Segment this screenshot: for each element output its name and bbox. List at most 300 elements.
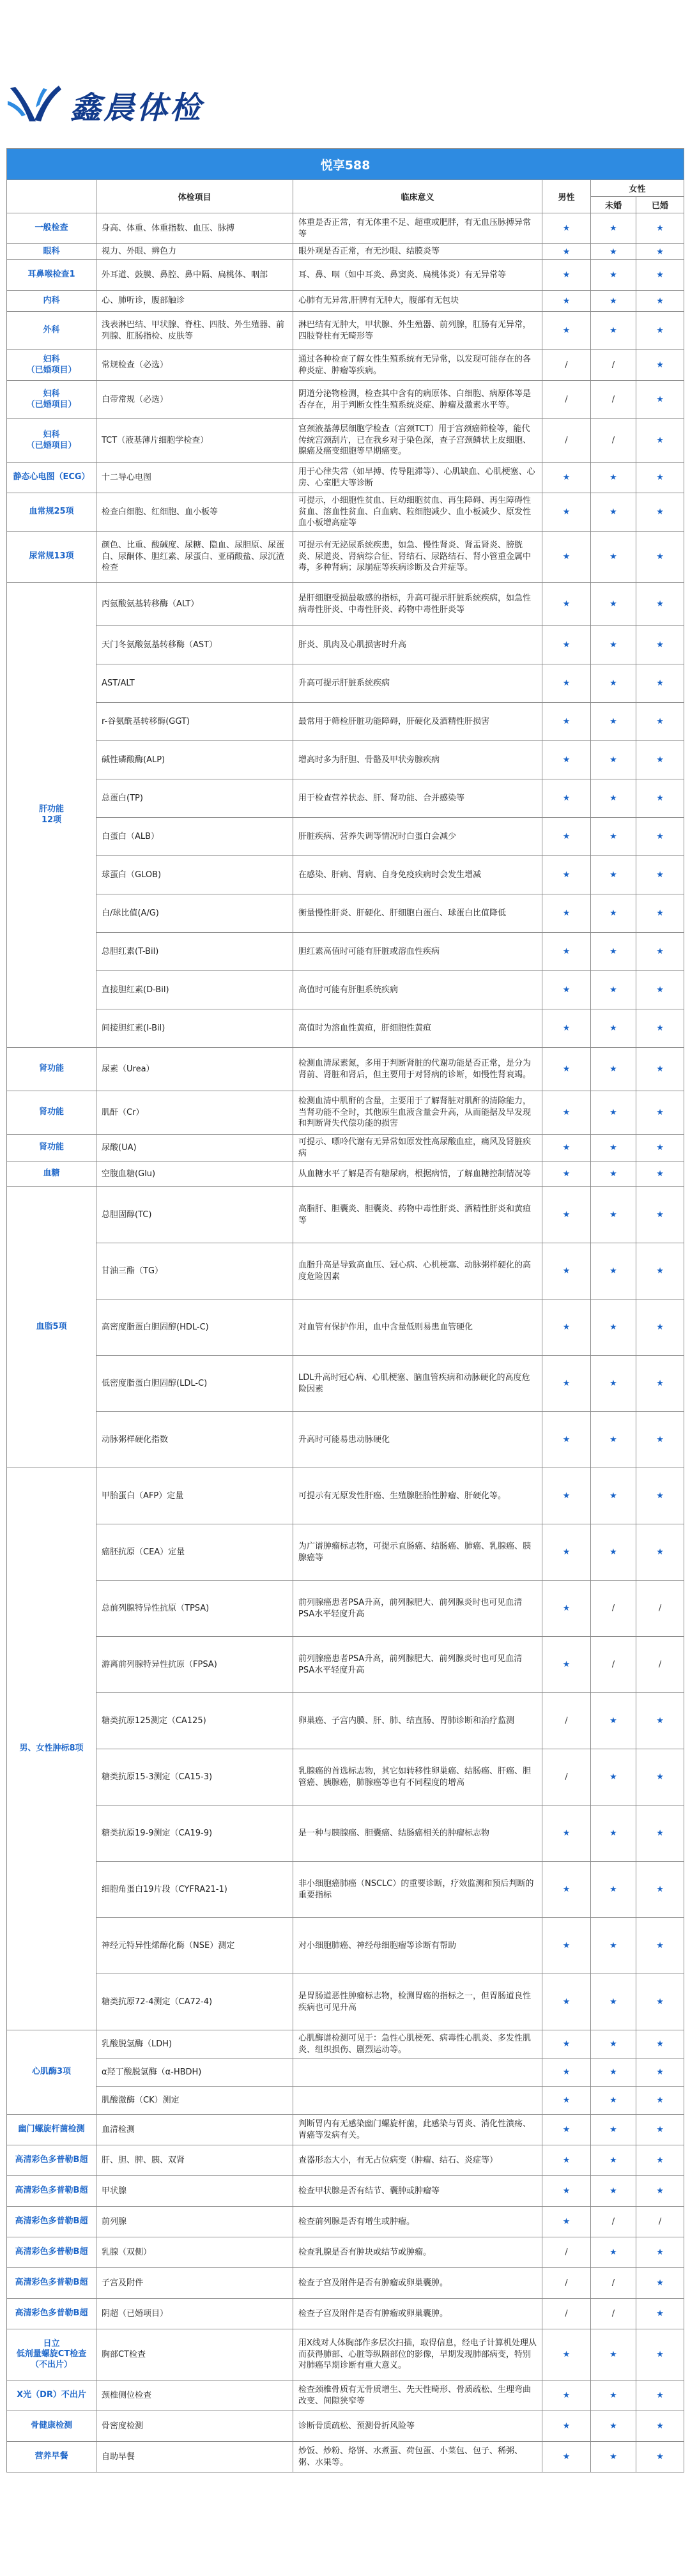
meaning-cell: 是一种与胰腺癌、胆囊癌、结肠癌相关的肿瘤标志物 bbox=[293, 1805, 542, 1862]
married-mark: ★ bbox=[636, 703, 684, 741]
married-mark: ★ bbox=[636, 971, 684, 1009]
table-row bbox=[7, 244, 684, 260]
item-cell: 十二导心电图 bbox=[96, 463, 293, 493]
table-row bbox=[7, 381, 684, 419]
unmarried-mark: ★ bbox=[591, 1009, 636, 1048]
brand-logo bbox=[8, 82, 203, 128]
married-mark: ★ bbox=[636, 463, 684, 493]
married-mark: ★ bbox=[636, 1524, 684, 1581]
married-mark: ★ bbox=[636, 2176, 684, 2207]
meaning-cell: 对血管有保护作用，血中含量低则易患血管硬化 bbox=[293, 1300, 542, 1356]
male-mark: ★ bbox=[542, 1048, 591, 1091]
unmarried-mark: / bbox=[591, 2268, 636, 2299]
unmarried-mark: ★ bbox=[591, 1187, 636, 1243]
table-row bbox=[7, 1135, 684, 1162]
unmarried-mark: ★ bbox=[591, 2145, 636, 2176]
table-row bbox=[7, 1918, 684, 1974]
married-mark: ★ bbox=[636, 291, 684, 312]
married-mark: ★ bbox=[636, 1048, 684, 1091]
meaning-cell: 可提示、嘌呤代谢有无异常如原发性高尿酸血症，痛风及肾脏疾病 bbox=[293, 1135, 542, 1162]
meaning-cell: 可提示，小细胞性贫血、巨幼细胞贫血、再生障碍、再生障碍性贫血、溶血性贫血、白血病、粒细胞减少、血小板减少、原发性血小板增高症等 bbox=[293, 493, 542, 532]
male-mark: ★ bbox=[542, 2087, 591, 2115]
item-cell: 检查白细胞、红细胞、血小板等 bbox=[96, 493, 293, 532]
table-row bbox=[7, 2268, 684, 2299]
item-cell: 间接胆红素(I-Bil) bbox=[96, 1009, 293, 1048]
item-cell: 浅表淋巴结、甲状腺、脊柱、四肢、外生殖器、前列腺、肛肠指检、皮肤等 bbox=[96, 312, 293, 350]
male-mark: ★ bbox=[542, 1974, 591, 2030]
married-mark: ★ bbox=[636, 1412, 684, 1468]
category-cell: 外科 bbox=[7, 312, 96, 350]
meaning-cell: 判断胃内有无感染幽门螺旋杆菌，此感染与胃炎、消化性溃疡、胃癌等发病有关。 bbox=[293, 2115, 542, 2145]
unmarried-mark: ★ bbox=[591, 213, 636, 244]
table-row bbox=[7, 2442, 684, 2472]
unmarried-mark: / bbox=[591, 419, 636, 463]
item-cell: 碱性磷酸酶(ALP) bbox=[96, 741, 293, 779]
unmarried-mark: ★ bbox=[591, 583, 636, 626]
male-mark: ★ bbox=[542, 2442, 591, 2472]
table-row bbox=[7, 1974, 684, 2030]
male-mark: / bbox=[542, 2268, 591, 2299]
item-cell: 白带常规（必选） bbox=[96, 381, 293, 419]
item-cell: r-谷氨酰基转移酶(GGT) bbox=[96, 703, 293, 741]
table-row bbox=[7, 1862, 684, 1918]
meaning-cell: 升高可提示肝脏系统疾病 bbox=[293, 664, 542, 703]
meaning-cell: 检查前列腺是否有增生或肿瘤。 bbox=[293, 2207, 542, 2237]
category-cell: 一般检查 bbox=[7, 213, 96, 244]
table-row bbox=[7, 933, 684, 971]
married-mark: / bbox=[636, 2207, 684, 2237]
category-cell: 眼科 bbox=[7, 244, 96, 260]
unmarried-mark: ★ bbox=[591, 291, 636, 312]
male-mark: ★ bbox=[542, 1187, 591, 1243]
married-mark: ★ bbox=[636, 532, 684, 583]
unmarried-mark: ★ bbox=[591, 741, 636, 779]
unmarried-mark: ★ bbox=[591, 1918, 636, 1974]
header-male: 男性 bbox=[542, 180, 591, 213]
table-row bbox=[7, 1009, 684, 1048]
meaning-cell: 高值时为溶血性黄疸，肝细胞性黄疸 bbox=[293, 1009, 542, 1048]
married-mark: ★ bbox=[636, 626, 684, 664]
married-mark: ★ bbox=[636, 933, 684, 971]
table-row bbox=[7, 741, 684, 779]
category-cell: 血常规25项 bbox=[7, 493, 96, 532]
unmarried-mark: ★ bbox=[591, 312, 636, 350]
meaning-cell: LDL升高时冠心病、心肌梗塞、脑血管疾病和动脉硬化的高度危险因素 bbox=[293, 1356, 542, 1412]
male-mark: ★ bbox=[542, 2329, 591, 2380]
package-title: 悦享588 bbox=[7, 149, 684, 180]
married-mark: ★ bbox=[636, 1300, 684, 1356]
meaning-cell: 检查甲状腺是否有结节、囊肿或肿瘤等 bbox=[293, 2176, 542, 2207]
meaning-cell: 检查子宫及附件是否有肿瘤或卵巢囊肿。 bbox=[293, 2299, 542, 2329]
married-mark: ★ bbox=[636, 2237, 684, 2268]
unmarried-mark: / bbox=[591, 1637, 636, 1693]
category-cell: 肾功能 bbox=[7, 1091, 96, 1135]
meaning-cell: 乳腺癌的首选标志物，其它如转移性卵巢癌、结肠癌、肝癌、胆管癌、胰腺癌，肺腺癌等也有不同程度的增高 bbox=[293, 1749, 542, 1805]
item-cell: 总前列腺特异性抗原（TPSA) bbox=[96, 1581, 293, 1637]
married-mark: ★ bbox=[636, 2087, 684, 2115]
meaning-cell: 血脂升高是导致高血压、冠心病、心机梗塞、动脉粥样硬化的高度危险因素 bbox=[293, 1243, 542, 1300]
unmarried-mark: ★ bbox=[591, 779, 636, 818]
item-cell: 天门冬氨酸氨基转移酶（AST） bbox=[96, 626, 293, 664]
unmarried-mark: ★ bbox=[591, 1749, 636, 1805]
male-mark: ★ bbox=[542, 1300, 591, 1356]
category-cell: 高清彩色多普勒B超 bbox=[7, 2299, 96, 2329]
table-row bbox=[7, 583, 684, 626]
meaning-cell: 前列腺癌患者PSA升高，前列腺肥大、前列腺炎时也可见血清PSA水平轻度升高 bbox=[293, 1637, 542, 1693]
header-meaning: 临床意义 bbox=[293, 180, 542, 213]
married-mark: ★ bbox=[636, 2411, 684, 2442]
male-mark: ★ bbox=[542, 1356, 591, 1412]
table-row bbox=[7, 1581, 684, 1637]
category-cell: X光（DR）不出片 bbox=[7, 2380, 96, 2411]
meaning-cell bbox=[293, 2058, 542, 2087]
table-row bbox=[7, 532, 684, 583]
category-cell: 高清彩色多普勒B超 bbox=[7, 2237, 96, 2268]
meaning-cell: 肝炎、肌肉及心肌损害时升高 bbox=[293, 626, 542, 664]
table-row bbox=[7, 2087, 684, 2115]
item-cell: 自助早餐 bbox=[96, 2442, 293, 2472]
table-row bbox=[7, 312, 684, 350]
item-cell: 癌胚抗原（CEA）定量 bbox=[96, 1524, 293, 1581]
item-cell: 动脉粥样硬化指数 bbox=[96, 1412, 293, 1468]
table-row bbox=[7, 818, 684, 856]
meaning-cell: 淋巴结有无肿大，甲状腺、外生殖器、前列腺，肛肠有无异常，四肢脊柱有无畸形等 bbox=[293, 312, 542, 350]
brand-name: 鑫晨体检 bbox=[70, 89, 204, 126]
meaning-cell: 眼外观是否正常，有无沙眼、结膜炎等 bbox=[293, 244, 542, 260]
item-cell: 总胆固醇(TC) bbox=[96, 1187, 293, 1243]
item-cell: 神经元特异性烯醇化酶（NSE）测定 bbox=[96, 1918, 293, 1974]
item-cell: 骨密度检测 bbox=[96, 2411, 293, 2442]
male-mark: ★ bbox=[542, 1581, 591, 1637]
header-married: 已婚 bbox=[636, 197, 684, 213]
category-cell: 妇科 （已婚项目） bbox=[7, 350, 96, 381]
meaning-cell: 高值时可能有肝胆系统疾病 bbox=[293, 971, 542, 1009]
male-mark: / bbox=[542, 381, 591, 419]
item-cell: 肌酐（Cr） bbox=[96, 1091, 293, 1135]
table-row bbox=[7, 1412, 684, 1468]
unmarried-mark: ★ bbox=[591, 971, 636, 1009]
category-cell: 血脂5项 bbox=[7, 1187, 96, 1468]
item-cell: 白/球比值(A/G) bbox=[96, 894, 293, 933]
item-cell: 身高、体重、体重指数、血压、脉搏 bbox=[96, 213, 293, 244]
table-row bbox=[7, 1805, 684, 1862]
category-cell: 心肌酶3项 bbox=[7, 2030, 96, 2115]
table-row bbox=[7, 2115, 684, 2145]
meaning-cell: 查器形态大小，有无占位病变（肿瘤、结石、炎症等） bbox=[293, 2145, 542, 2176]
unmarried-mark: ★ bbox=[591, 2380, 636, 2411]
category-cell: 肝功能 12项 bbox=[7, 583, 96, 1048]
male-mark: ★ bbox=[542, 1009, 591, 1048]
item-cell: 外耳道、鼓膜、鼻腔、鼻中隔、扁桃体、咽部 bbox=[96, 260, 293, 291]
meaning-cell: 为广谱肿瘤标志物，可提示直肠癌、结肠癌、肺癌、乳腺癌、胰腺癌等 bbox=[293, 1524, 542, 1581]
married-mark: ★ bbox=[636, 1918, 684, 1974]
unmarried-mark: ★ bbox=[591, 626, 636, 664]
married-mark: ★ bbox=[636, 2145, 684, 2176]
meaning-cell: 通过各种检查了解女性生殖系统有无异常，以发现可能存在的各种炎症、肿瘤等疾病。 bbox=[293, 350, 542, 381]
married-mark: ★ bbox=[636, 779, 684, 818]
male-mark: / bbox=[542, 1749, 591, 1805]
table-row bbox=[7, 664, 684, 703]
item-cell: 颈椎侧位检查 bbox=[96, 2380, 293, 2411]
unmarried-mark: ★ bbox=[591, 1974, 636, 2030]
item-cell: 乳酸脱氢酶（LDH) bbox=[96, 2030, 293, 2058]
male-mark: ★ bbox=[542, 971, 591, 1009]
meaning-cell: 体重是否正常，有无体重不足、超重或肥胖，有无血压脉搏异常等 bbox=[293, 213, 542, 244]
meaning-cell: 从血糖水平了解是否有糖尿病，根据病情，了解血糖控制情况等 bbox=[293, 1162, 542, 1187]
married-mark: ★ bbox=[636, 244, 684, 260]
male-mark: ★ bbox=[542, 2380, 591, 2411]
unmarried-mark: ★ bbox=[591, 1412, 636, 1468]
male-mark: ★ bbox=[542, 664, 591, 703]
meaning-cell: 阴道分泌物检测，检查其中含有的病原体、白细胞、病原体等是否存在，用于判断女性生殖系统炎症、肿瘤及激素水平等。 bbox=[293, 381, 542, 419]
table-row bbox=[7, 626, 684, 664]
unmarried-mark: / bbox=[591, 350, 636, 381]
unmarried-mark: / bbox=[591, 2207, 636, 2237]
male-mark: ★ bbox=[542, 1243, 591, 1300]
table-row bbox=[7, 1524, 684, 1581]
married-mark: ★ bbox=[636, 381, 684, 419]
category-cell: 男、女性肿标8项 bbox=[7, 1468, 96, 2030]
category-cell: 静态心电图（ECG） bbox=[7, 463, 96, 493]
category-cell: 高清彩色多普勒B超 bbox=[7, 2207, 96, 2237]
unmarried-mark: ★ bbox=[591, 1135, 636, 1162]
unmarried-mark: ★ bbox=[591, 2442, 636, 2472]
item-cell: 常规检查（必选） bbox=[96, 350, 293, 381]
married-mark: ★ bbox=[636, 2058, 684, 2087]
category-cell: 妇科 （已婚项目） bbox=[7, 419, 96, 463]
unmarried-mark: ★ bbox=[591, 664, 636, 703]
male-mark: ★ bbox=[542, 583, 591, 626]
table-row bbox=[7, 2030, 684, 2058]
male-mark: / bbox=[542, 350, 591, 381]
married-mark: ★ bbox=[636, 664, 684, 703]
unmarried-mark: ★ bbox=[591, 1356, 636, 1412]
meaning-cell: 检查乳腺是否有肿块或结节或肿瘤。 bbox=[293, 2237, 542, 2268]
table-row bbox=[7, 1356, 684, 1412]
item-cell: 子宫及附件 bbox=[96, 2268, 293, 2299]
meaning-cell: 前列腺癌患者PSA升高，前列腺肥大、前列腺炎时也可见血清PSA水平轻度升高 bbox=[293, 1581, 542, 1637]
item-cell: 总胆红素(T-Bil) bbox=[96, 933, 293, 971]
married-mark: ★ bbox=[636, 818, 684, 856]
category-cell: 尿常规13项 bbox=[7, 532, 96, 583]
male-mark: ★ bbox=[542, 532, 591, 583]
item-cell: 糖类抗原15-3测定（CA15-3) bbox=[96, 1749, 293, 1805]
table-row bbox=[7, 1300, 684, 1356]
meaning-cell: 炒饭、炒粉、烙饼、水煮蛋、荷包蛋、小菜包、包子、稀粥、粥、水果等。 bbox=[293, 2442, 542, 2472]
unmarried-mark: ★ bbox=[591, 1300, 636, 1356]
table-row bbox=[7, 2380, 684, 2411]
table-row bbox=[7, 1749, 684, 1805]
meaning-cell: 肝脏疾病、营养失调等情况时白蛋白会减少 bbox=[293, 818, 542, 856]
item-cell: 颜色、比重、酸碱度、尿糖、隐血、尿胆原、尿蛋白、尿酮体、胆红素、尿蛋白、亚硝酸盐、尿沉渣检查 bbox=[96, 532, 293, 583]
male-mark: ★ bbox=[542, 1162, 591, 1187]
male-mark: ★ bbox=[542, 2411, 591, 2442]
item-cell: 心、肺听诊，腹部触诊 bbox=[96, 291, 293, 312]
header-female: 女性 bbox=[591, 180, 684, 197]
married-mark: / bbox=[636, 1637, 684, 1693]
unmarried-mark: ★ bbox=[591, 1524, 636, 1581]
item-cell: 球蛋白（GLOB) bbox=[96, 856, 293, 894]
male-mark: ★ bbox=[542, 626, 591, 664]
unmarried-mark: ★ bbox=[591, 2329, 636, 2380]
item-cell: 糖类抗原72-4测定（CA72-4) bbox=[96, 1974, 293, 2030]
item-cell: 尿素（Urea） bbox=[96, 1048, 293, 1091]
header-unmarried: 未婚 bbox=[591, 197, 636, 213]
item-cell: 乳腺（双侧） bbox=[96, 2237, 293, 2268]
category-cell: 高清彩色多普勒B超 bbox=[7, 2268, 96, 2299]
male-mark: ★ bbox=[542, 1091, 591, 1135]
married-mark: ★ bbox=[636, 1862, 684, 1918]
male-mark: ★ bbox=[542, 933, 591, 971]
unmarried-mark: ★ bbox=[591, 1243, 636, 1300]
male-mark: ★ bbox=[542, 213, 591, 244]
meaning-cell: 宫颈液基薄层细胞学检查（宫颈TCT）用于宫颈癌筛检等，能代传统宫颈刮片，已在我乡对于染色深，查子宫颈鳞状上皮细胞、腺癌及癌变细胞等早期癌变。 bbox=[293, 419, 542, 463]
male-mark: ★ bbox=[542, 2058, 591, 2087]
married-mark: ★ bbox=[636, 1135, 684, 1162]
male-mark: ★ bbox=[542, 818, 591, 856]
male-mark: ★ bbox=[542, 703, 591, 741]
unmarried-mark: ★ bbox=[591, 894, 636, 933]
category-cell: 高清彩色多普勒B超 bbox=[7, 2176, 96, 2207]
unmarried-mark: ★ bbox=[591, 2087, 636, 2115]
item-cell: 甲胎蛋白（AFP）定量 bbox=[96, 1468, 293, 1524]
meaning-cell: 检查子宫及附件是否有肿瘤或卵巢囊肿。 bbox=[293, 2268, 542, 2299]
married-mark: ★ bbox=[636, 260, 684, 291]
table-row bbox=[7, 1637, 684, 1693]
table-row bbox=[7, 971, 684, 1009]
male-mark: ★ bbox=[542, 1468, 591, 1524]
unmarried-mark: ★ bbox=[591, 493, 636, 532]
unmarried-mark: ★ bbox=[591, 703, 636, 741]
item-cell: 糖类抗原125测定（CA125) bbox=[96, 1693, 293, 1749]
item-cell: 血清检测 bbox=[96, 2115, 293, 2145]
meaning-cell: 用于心律失常（如早搏、传导阻滞等）、心肌缺血、心肌梗塞、心房、心室肥大等诊断 bbox=[293, 463, 542, 493]
item-cell: 丙氨酸氨基转移酶（ALT） bbox=[96, 583, 293, 626]
unmarried-mark: / bbox=[591, 1581, 636, 1637]
male-mark: ★ bbox=[542, 1805, 591, 1862]
item-cell: 直接胆红素(D-Bil) bbox=[96, 971, 293, 1009]
table-row bbox=[7, 703, 684, 741]
category-cell: 高清彩色多普勒B超 bbox=[7, 2145, 96, 2176]
male-mark: / bbox=[542, 2237, 591, 2268]
table-row bbox=[7, 2176, 684, 2207]
item-cell: 高密度脂蛋白胆固醇(HDL-C) bbox=[96, 1300, 293, 1356]
married-mark: ★ bbox=[636, 2442, 684, 2472]
table-row bbox=[7, 213, 684, 244]
male-mark: ★ bbox=[542, 779, 591, 818]
item-cell: AST/ALT bbox=[96, 664, 293, 703]
unmarried-mark: ★ bbox=[591, 2176, 636, 2207]
item-cell: 总蛋白(TP) bbox=[96, 779, 293, 818]
married-mark: ★ bbox=[636, 493, 684, 532]
male-mark: ★ bbox=[542, 1524, 591, 1581]
table-row bbox=[7, 1048, 684, 1091]
meaning-cell: 检查颈椎骨质有无骨质增生、先天性畸形、骨质疏松、生理弯曲改变、间隙狭窄等 bbox=[293, 2380, 542, 2411]
married-mark: ★ bbox=[636, 1974, 684, 2030]
category-cell: 幽门螺旋杆菌检测 bbox=[7, 2115, 96, 2145]
category-cell: 妇科 （已婚项目） bbox=[7, 381, 96, 419]
item-cell: 肝、胆、脾、胰、双肾 bbox=[96, 2145, 293, 2176]
item-cell: 前列腺 bbox=[96, 2207, 293, 2237]
male-mark: ★ bbox=[542, 1918, 591, 1974]
married-mark: ★ bbox=[636, 2299, 684, 2329]
male-mark: ★ bbox=[542, 2207, 591, 2237]
married-mark: ★ bbox=[636, 419, 684, 463]
table-row bbox=[7, 419, 684, 463]
item-cell: 肌酸激酶（CK）测定 bbox=[96, 2087, 293, 2115]
meaning-cell: 最常用于筛检肝脏功能障碍，肝硬化及酒精性肝损害 bbox=[293, 703, 542, 741]
male-mark: ★ bbox=[542, 1135, 591, 1162]
category-cell: 肾功能 bbox=[7, 1048, 96, 1091]
married-mark: ★ bbox=[636, 1468, 684, 1524]
header-item: 体检项目 bbox=[96, 180, 293, 213]
category-cell: 营养早餐 bbox=[7, 2442, 96, 2472]
table-row bbox=[7, 2329, 684, 2380]
category-cell: 耳鼻喉检查1 bbox=[7, 260, 96, 291]
category-cell: 日立 低剂量螺旋CT检查 （不出片） bbox=[7, 2329, 96, 2380]
meaning-cell: 检测血清中肌酐的含量，主要用于了解肾脏对肌酐的清除能力，当肾功能不全时，其他原生血液含量会升高，从而能据及早发现和判断肾失代偿功能的损害 bbox=[293, 1091, 542, 1135]
brand-logo-icon bbox=[8, 82, 61, 128]
unmarried-mark: ★ bbox=[591, 260, 636, 291]
male-mark: ★ bbox=[542, 244, 591, 260]
package-body bbox=[7, 213, 684, 2472]
table-row bbox=[7, 291, 684, 312]
married-mark: ★ bbox=[636, 583, 684, 626]
item-cell: α羟丁酸脱氢酶（α-HBDH) bbox=[96, 2058, 293, 2087]
unmarried-mark: ★ bbox=[591, 1862, 636, 1918]
married-mark: ★ bbox=[636, 1356, 684, 1412]
male-mark: / bbox=[542, 1693, 591, 1749]
male-mark: ★ bbox=[542, 260, 591, 291]
married-mark: ★ bbox=[636, 856, 684, 894]
category-cell: 骨健康检测 bbox=[7, 2411, 96, 2442]
meaning-cell: 在感染、肝病、肾病、自身免疫疾病时会发生增减 bbox=[293, 856, 542, 894]
table-row bbox=[7, 1468, 684, 1524]
meaning-cell: 检测血清尿素氮，多用于判断肾脏的代谢功能是否正常，是分为肾前、肾脏和肾后，但主要用于对肾病的诊断，如慢性肾衰竭。 bbox=[293, 1048, 542, 1091]
married-mark: ★ bbox=[636, 2115, 684, 2145]
meaning-cell: 诊断骨质疏松、预测骨折风险等 bbox=[293, 2411, 542, 2442]
table-row bbox=[7, 2237, 684, 2268]
married-mark: ★ bbox=[636, 312, 684, 350]
meaning-cell: 用于检查营养状态、肝、肾功能、合并感染等 bbox=[293, 779, 542, 818]
item-cell: 空腹血糖(Glu) bbox=[96, 1162, 293, 1187]
married-mark: ★ bbox=[636, 1187, 684, 1243]
table-row bbox=[7, 493, 684, 532]
married-mark: ★ bbox=[636, 213, 684, 244]
table-row bbox=[7, 463, 684, 493]
table-row bbox=[7, 2207, 684, 2237]
meaning-cell: 心肺有无异常,肝脾有无肿大，腹部有无包块 bbox=[293, 291, 542, 312]
unmarried-mark: ★ bbox=[591, 2411, 636, 2442]
married-mark: / bbox=[636, 1581, 684, 1637]
unmarried-mark: ★ bbox=[591, 463, 636, 493]
table-row bbox=[7, 1243, 684, 1300]
meaning-cell: 卵巢癌、子宫内膜、肝、肺、结直肠、胃肺诊断和治疗监测 bbox=[293, 1693, 542, 1749]
married-mark: ★ bbox=[636, 350, 684, 381]
unmarried-mark: ★ bbox=[591, 1805, 636, 1862]
unmarried-mark: ★ bbox=[591, 1468, 636, 1524]
item-cell: 游离前列腺特异性抗原（FPSA) bbox=[96, 1637, 293, 1693]
male-mark: ★ bbox=[542, 463, 591, 493]
male-mark: ★ bbox=[542, 856, 591, 894]
married-mark: ★ bbox=[636, 2268, 684, 2299]
item-cell: 阴超（已婚项目） bbox=[96, 2299, 293, 2329]
unmarried-mark: ★ bbox=[591, 532, 636, 583]
married-mark: ★ bbox=[636, 1009, 684, 1048]
male-mark: ★ bbox=[542, 2115, 591, 2145]
unmarried-mark: ★ bbox=[591, 2115, 636, 2145]
unmarried-mark: / bbox=[591, 381, 636, 419]
